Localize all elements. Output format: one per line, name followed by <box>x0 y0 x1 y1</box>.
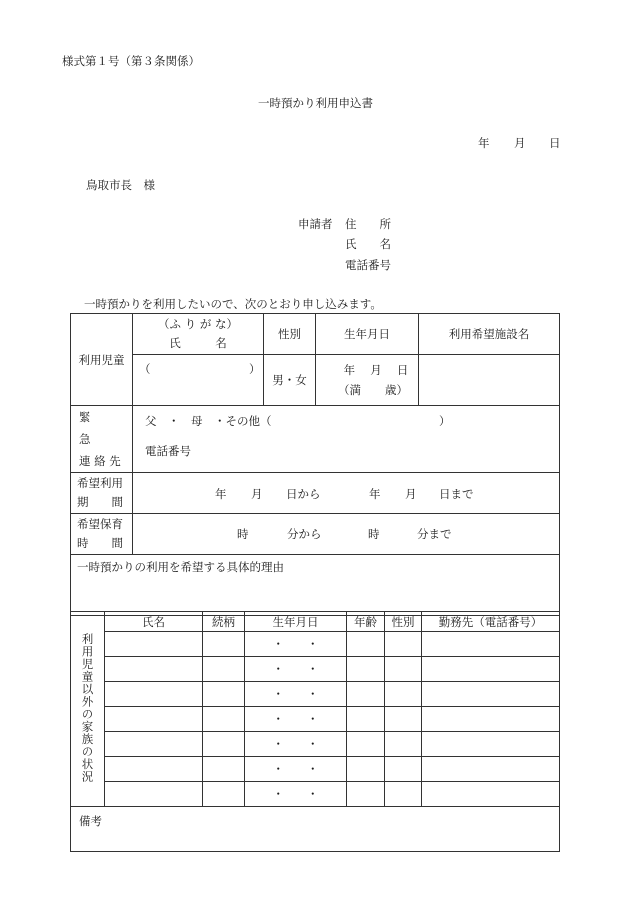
family-relation-cell[interactable] <box>203 757 245 782</box>
hours-from-hour: 時 <box>237 527 249 541</box>
reason-label: 一時預かりの利用を希望する具体的理由 <box>77 560 284 574</box>
family-birth-cell[interactable]: ・ ・ <box>245 657 347 682</box>
family-row <box>71 732 560 757</box>
birth-header: 生年月日 <box>316 314 419 355</box>
family-age-cell[interactable] <box>347 682 385 707</box>
date-year-label: 年 <box>478 136 490 150</box>
period-from-year: 年 <box>215 487 227 501</box>
family-row <box>71 632 560 657</box>
family-name-cell[interactable] <box>105 757 203 782</box>
emergency-label-cell <box>71 406 133 473</box>
hours-label-cell <box>71 514 133 555</box>
family-work-cell[interactable] <box>422 632 560 657</box>
birth-field[interactable] <box>316 355 419 406</box>
family-header-birth: 生年月日 <box>245 612 347 632</box>
period-to-day: 日まで <box>439 487 474 501</box>
child-name-field[interactable] <box>133 355 264 406</box>
applicant-address-label: 住 所 <box>345 217 391 231</box>
family-work-cell[interactable] <box>422 657 560 682</box>
family-birth-cell[interactable]: ・ ・ <box>245 732 347 757</box>
emergency-phone-label: 電話番号 <box>145 444 191 458</box>
family-relation-cell[interactable] <box>203 657 245 682</box>
hours-from-min: 分から <box>287 527 322 541</box>
family-birth-cell[interactable]: ・ ・ <box>245 782 347 807</box>
family-name-cell[interactable] <box>105 632 203 657</box>
period-from-month: 月 <box>251 487 263 501</box>
family-side-label-cell <box>71 612 105 807</box>
family-header-work: 勤務先（電話番号） <box>422 612 560 632</box>
family-age-cell[interactable] <box>347 632 385 657</box>
family-work-cell[interactable] <box>422 707 560 732</box>
age-open: （満 <box>338 383 361 397</box>
family-relation-cell[interactable] <box>203 732 245 757</box>
family-row <box>71 682 560 707</box>
emergency-field[interactable] <box>133 406 560 473</box>
family-table <box>70 611 560 852</box>
family-relation-cell[interactable] <box>203 782 245 807</box>
family-side-label: 利用児童以外の家族の状況 <box>80 632 95 783</box>
name-paren-close: ） <box>249 362 261 376</box>
form-number: 様式第１号（第３条関係） <box>62 54 200 68</box>
sex-header: 性別 <box>264 314 316 355</box>
child-label-cell <box>71 314 133 406</box>
remarks-field[interactable] <box>71 807 560 852</box>
addressee: 鳥取市長 様 <box>86 178 155 192</box>
facility-field[interactable] <box>419 355 560 406</box>
family-header-age: 年齢 <box>347 612 385 632</box>
family-sex-cell[interactable] <box>385 732 422 757</box>
hours-field[interactable] <box>133 514 560 555</box>
period-label-cell <box>71 473 133 514</box>
family-sex-cell[interactable] <box>385 632 422 657</box>
date-day-label: 日 <box>549 136 561 150</box>
hours-to-min: 分まで <box>417 527 452 541</box>
intro-text: 一時預かりを利用したいので、次のとおり申し込みます。 <box>84 297 382 311</box>
date-month-label: 月 <box>514 136 526 150</box>
family-header-relation: 続柄 <box>203 612 245 632</box>
name-paren-open: （ <box>139 362 151 376</box>
child-label: 利用児童 <box>78 352 125 367</box>
hours-label-line1: 希望保育 <box>77 517 123 531</box>
family-sex-cell[interactable] <box>385 757 422 782</box>
hours-label-line2: 時 間 <box>77 536 123 550</box>
family-relation-cell[interactable] <box>203 707 245 732</box>
family-sex-cell[interactable] <box>385 782 422 807</box>
family-row <box>71 657 560 682</box>
period-to-month: 月 <box>405 487 417 501</box>
family-work-cell[interactable] <box>422 782 560 807</box>
family-age-cell[interactable] <box>347 707 385 732</box>
child-name-header-cell <box>133 314 264 355</box>
period-from-day: 日から <box>286 487 321 501</box>
family-name-cell[interactable] <box>105 657 203 682</box>
applicant-name-label: 氏 名 <box>345 237 391 251</box>
family-age-cell[interactable] <box>347 732 385 757</box>
family-sex-cell[interactable] <box>385 682 422 707</box>
family-name-cell[interactable] <box>105 707 203 732</box>
family-header-name: 氏名 <box>105 612 203 632</box>
family-work-cell[interactable] <box>422 682 560 707</box>
family-row <box>71 757 560 782</box>
family-sex-cell[interactable] <box>385 707 422 732</box>
family-birth-cell[interactable]: ・ ・ <box>245 632 347 657</box>
family-work-cell[interactable] <box>422 757 560 782</box>
family-age-cell[interactable] <box>347 757 385 782</box>
age-close: 歳） <box>385 383 408 397</box>
application-table <box>70 313 560 616</box>
family-work-cell[interactable] <box>422 732 560 757</box>
family-age-cell[interactable] <box>347 657 385 682</box>
reason-field[interactable] <box>71 555 560 616</box>
family-relation-cell[interactable] <box>203 682 245 707</box>
family-age-cell[interactable] <box>347 782 385 807</box>
family-birth-cell[interactable]: ・ ・ <box>245 757 347 782</box>
period-label-line2: 期 間 <box>77 495 123 509</box>
family-name-cell[interactable] <box>105 732 203 757</box>
hours-to-hour: 時 <box>368 527 380 541</box>
emergency-relation: 父 ・ 母 ・その他（ <box>145 414 272 428</box>
applicant-phone-label: 電話番号 <box>345 258 391 272</box>
family-header-sex: 性別 <box>385 612 422 632</box>
facility-header: 利用希望施設名 <box>419 314 560 355</box>
family-birth-cell[interactable]: ・ ・ <box>245 707 347 732</box>
applicant-label: 申請者 <box>298 217 333 231</box>
emergency-label-line2: 連 絡 先 <box>79 454 121 468</box>
family-birth-cell[interactable]: ・ ・ <box>245 682 347 707</box>
period-field[interactable] <box>133 473 560 514</box>
child-name-label: 氏 名 <box>169 336 227 350</box>
furigana-label: （ふ り が な） <box>158 317 238 331</box>
family-name-cell[interactable] <box>105 682 203 707</box>
emergency-relation-close: ） <box>439 414 451 428</box>
family-sex-cell[interactable] <box>385 657 422 682</box>
remarks-label: 備考 <box>79 814 102 828</box>
family-relation-cell[interactable] <box>203 632 245 657</box>
family-name-cell[interactable] <box>105 782 203 807</box>
period-label-line1: 希望利用 <box>77 476 123 490</box>
family-row <box>71 782 560 807</box>
emergency-label-line1: 緊 急 <box>79 410 114 446</box>
period-to-year: 年 <box>369 487 381 501</box>
birth-ymd: 年 月 日 <box>343 363 409 377</box>
family-row <box>71 707 560 732</box>
form-title: 一時預かり利用申込書 <box>258 96 373 110</box>
sex-options[interactable]: 男・女 <box>264 355 316 406</box>
